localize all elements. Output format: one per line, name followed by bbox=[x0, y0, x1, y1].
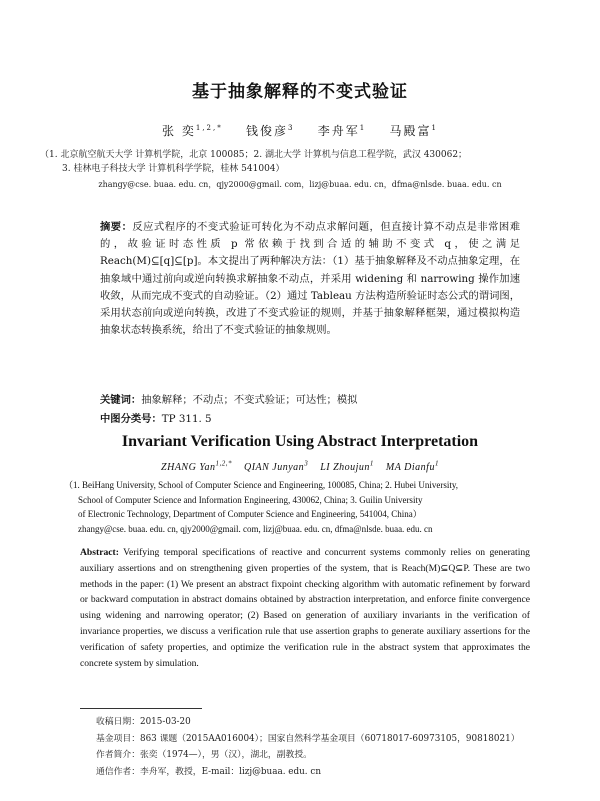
english-abstract bbox=[80, 545, 530, 671]
email-line: zhangy@cse. buaa. edu. cn, qjy2000@gmail. com, lizj@buaa. edu. cn, dfma@nlsde. buaa. edu. cn bbox=[78, 523, 433, 534]
chinese-emails: zhangy@cse. buaa. edu. cn，qjy2000@gmail. com，lizj@buaa. edu. cn，dfma@nlsde. buaa. edu. cn bbox=[98, 180, 502, 189]
abstract-label: 摘要： bbox=[100, 221, 133, 233]
abstract-text: 反应式程序的不变式验证可转化为不动点求解问题，但直接计算不动点是非常困难的，故验证时态性质 p 常依赖于找到合适的辅助不变式 q，使之满足 Reach(M)⊆[q]⊆[p]。本文提出了两种解决方法：（1）基于抽象解释及不动点抽象定理，在抽象域中通过前向或逆向转换求解抽象不动点，并采用 widening 和 narrowing 操作加速收敛，从而完成不变式的自动验证。（2）通过 Tableau 方法构造所验证时态公式的谓词图，采用状态前向或逆向转换，改进了不变式验证的规则，并基于抽象解释框架，通过模拟构造抽象状态转换系统，给出了不变式验证的抽象规则。 bbox=[100, 221, 521, 337]
affiliation-line: 3. 桂林电子科技大学 计算机科学学院，桂林 541004） bbox=[62, 164, 285, 174]
affiliation-line: （1. BeiHang University, School of Computer Science and Engineering, 100085, China; 2. Hubei University, bbox=[64, 480, 459, 490]
classification-label: 中图分类号： bbox=[100, 413, 162, 425]
author-name: QIAN Junyan bbox=[243, 462, 305, 473]
english-title: Invariant Verification Using Abstract Interpretation bbox=[121, 433, 479, 450]
footnotes bbox=[96, 714, 536, 780]
chinese-affiliations bbox=[40, 148, 565, 176]
author-name: 钱俊彦 bbox=[245, 124, 288, 138]
english-affiliations bbox=[64, 478, 564, 536]
author-name: MA Dianfu bbox=[385, 462, 435, 473]
chinese-keywords bbox=[100, 392, 520, 408]
affiliation-line: （1. 北京航空航天大学 计算机学院，北京 100085；2. 湖北大学 计算机与信息工程学院，武汉 430062； bbox=[40, 150, 468, 160]
author-affiliation-mark: 3 bbox=[288, 124, 295, 132]
author-affiliation-mark: 1 bbox=[369, 459, 374, 468]
chinese-title: 基于抽象解释的不变式验证 bbox=[192, 82, 408, 102]
author-name: 马殿富 bbox=[389, 124, 432, 138]
affiliation-line: School of Computer Science and Information Engineering, 430062, China; 3. Guilin University bbox=[78, 494, 423, 505]
footnote-corresponding-author: 通信作者：李舟军，教授，E-mail：lizj@buaa. edu. cn bbox=[96, 766, 321, 777]
author-affiliation-mark: 1 bbox=[431, 124, 438, 132]
keywords-text: 抽象解释；不动点；不变式验证；可达性；模拟 bbox=[141, 394, 358, 406]
author-affiliation-mark: 1,2,* bbox=[195, 124, 223, 132]
footnote-funding: 基金项目：863 课题（2015AA016004）；国家自然科学基金项目（60718017-60973105，90818021） bbox=[96, 733, 520, 744]
chinese-abstract bbox=[100, 219, 520, 339]
author-affiliation-mark: 1 bbox=[434, 459, 439, 468]
english-authors bbox=[0, 459, 600, 473]
author-affiliation-mark: 1,2,* bbox=[215, 459, 232, 468]
footnote-author-bio: 作者简介：张奕（1974—），男（汉），湖北，副教授。 bbox=[96, 750, 312, 761]
author-affiliation-mark: 3 bbox=[304, 459, 309, 468]
author-name: ZHANG Yan bbox=[161, 462, 216, 473]
footnote-divider bbox=[80, 708, 202, 709]
abstract-label: Abstract: bbox=[80, 547, 119, 558]
author-affiliation-mark: 1 bbox=[359, 124, 367, 132]
author-name: 张 奕 bbox=[162, 124, 196, 138]
classification-value: TP 311. 5 bbox=[161, 413, 212, 425]
abstract-text: Verifying temporal specifications of reactive and concurrent systems commonly relies on generating auxiliary assertions and on strengthening given properties of the system, that is Reach(M)⊆Q⊆P. These are two methods in the paper: (1) We present an abstract fixpoint checking algorithm with automatic refinement by forward or backward computation in abstract domains obtained by abstraction interpretation, and enforce finite convergence using widening and narrowing operator; (2) Based on generation of auxiliary invariants in the verification of invariance properties, we discuss a verification rule that use assertion graphs to generate auxiliary assertions for the verification of safety properties, and optimize the verification rule in the abstract system that approximates the concrete system by simulation. bbox=[80, 547, 530, 669]
author-name: LI Zhoujun bbox=[320, 462, 370, 473]
affiliation-line: of Electronic Technology, Department of Computer Science and Engineering, 541004, China） bbox=[78, 509, 422, 519]
author-name: 李舟军 bbox=[317, 124, 360, 138]
keywords-label: 关键词： bbox=[100, 394, 142, 406]
footnote-received-date: 收稿日期：2015-03-20 bbox=[96, 717, 191, 727]
chinese-authors bbox=[0, 122, 600, 139]
classification-number bbox=[100, 411, 520, 427]
